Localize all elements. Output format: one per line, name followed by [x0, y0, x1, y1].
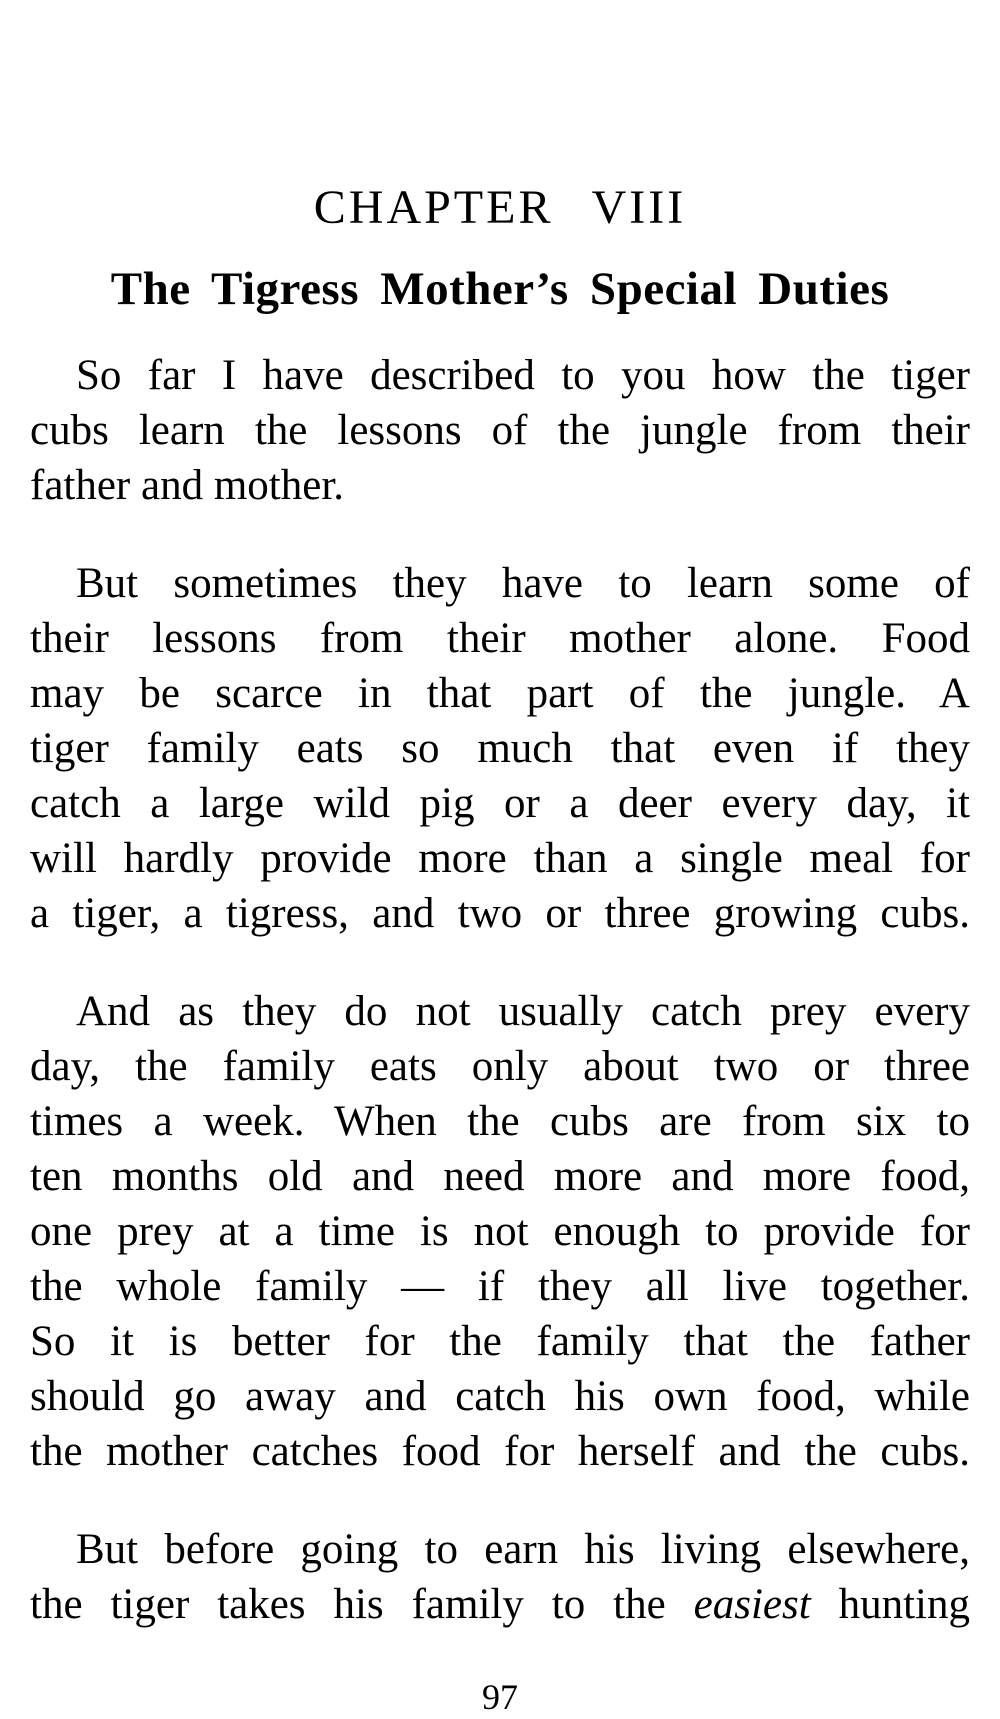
text-line: may be scarce in that part of the jungle. A	[30, 670, 970, 717]
text-line: tiger family eats so much that even if they	[30, 725, 970, 772]
body-text	[30, 348, 970, 1632]
text-line: the whole family — if they all live together.	[30, 1263, 970, 1310]
text-line: But before going to earn his living elsewhere,	[76, 1526, 970, 1573]
text-line: ten months old and need more and more food,	[30, 1153, 970, 1200]
text-line: So far I have described to you how the tiger	[76, 352, 970, 399]
text-line: should go away and catch his own food, while	[30, 1373, 970, 1420]
text-line: So it is better for the family that the father	[30, 1318, 970, 1365]
text-line: times a week. When the cubs are from six to	[30, 1098, 970, 1145]
text-segment: the tiger takes his family to the	[30, 1581, 666, 1628]
page-title: The Tigress Mother’s Special Duties	[110, 263, 890, 315]
text-line: their lessons from their mother alone. Food	[30, 615, 970, 662]
text-line: cubs learn the lessons of the jungle from their	[30, 407, 970, 454]
text-line: the mother catches food for herself and the cubs.	[30, 1428, 970, 1475]
text-line: one prey at a time is not enough to provide for	[30, 1208, 970, 1255]
text-line	[30, 1577, 970, 1632]
text-segment: hunting	[838, 1581, 971, 1628]
chapter-heading: CHAPTER VIII	[313, 181, 687, 234]
text-line: But sometimes they have to learn some of	[76, 560, 970, 607]
text-line: And as they do not usually catch prey every	[76, 988, 970, 1035]
italic-word: easiest	[693, 1581, 811, 1628]
text-line: father and mother.	[30, 462, 345, 509]
page-number: 97	[482, 1677, 518, 1717]
text-line: will hardly provide more than a single meal for	[30, 835, 970, 882]
text-line: day, the family eats only about two or three	[30, 1043, 970, 1090]
text-line: a tiger, a tigress, and two or three growing cubs.	[30, 890, 970, 937]
text-line: catch a large wild pig or a deer every day, it	[30, 780, 970, 827]
